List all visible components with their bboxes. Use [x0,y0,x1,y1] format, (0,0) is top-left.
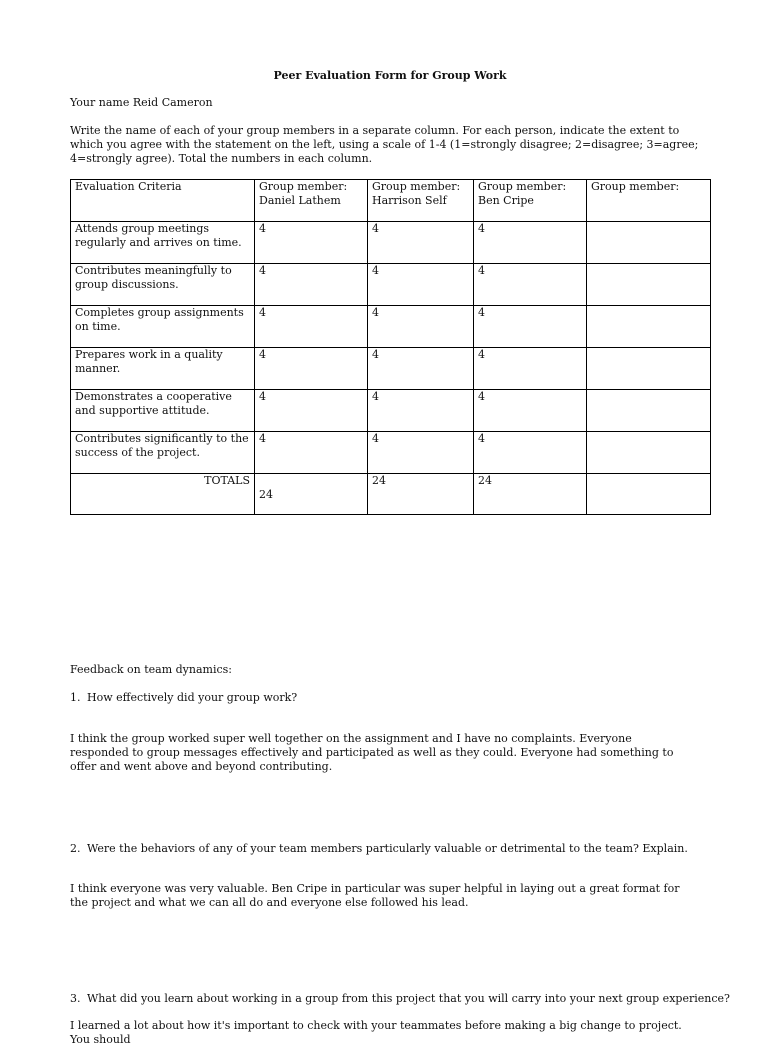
table-row [71,432,711,474]
evaluation-table [70,179,711,515]
score-cell: 4 [255,222,368,264]
feedback-heading: Feedback on team dynamics: [70,663,232,676]
score-cell [587,432,711,474]
member-header [474,180,587,222]
criterion-cell: Attends group meetings regularly and arrives on time. [71,222,255,264]
table-header-row [71,180,711,222]
criteria-header: Evaluation Criteria [71,180,255,222]
score-cell: 4 [368,348,474,390]
score-cell: 4 [255,348,368,390]
question-text: What did you learn about working in a group from this project that you will carry into your next group experience? [87,992,730,1005]
score-cell: 4 [368,432,474,474]
total-cell: 24 [368,474,474,515]
member-name: Ben Cripe [478,194,534,207]
question-text: How effectively did your group work? [87,691,298,704]
answer-2: I think everyone was very valuable. Ben Cripe in particular was super helpful in laying out a great format for the project and what we can all do and everyone else followed his lead. [70,882,680,909]
score-cell: 4 [474,222,587,264]
question-number: 2. [70,842,81,855]
question-1 [70,691,297,705]
member-header [368,180,474,222]
score-cell [587,348,711,390]
table-row [71,348,711,390]
score-cell: 4 [474,264,587,306]
question-3 [70,992,730,1006]
instructions-paragraph: Write the name of each of your group members in a separate column. For each person, indicate the extent to which you agree with the statement on the left, using a scale of 1-4 (1=strongly disagree; 2=disagree; 3=agree; 4=strongly agree). Total the numbers in each column. [70,124,699,165]
total-cell [587,474,711,515]
score-cell: 4 [474,390,587,432]
question-number: 3. [70,992,81,1005]
criterion-cell: Completes group assignments on time. [71,306,255,348]
score-cell: 4 [474,306,587,348]
member-label: Group member: [478,180,567,193]
score-cell [587,390,711,432]
table-row [71,222,711,264]
total-cell: 24 [474,474,587,515]
member-name: Daniel Lathem [259,194,341,207]
criterion-cell: Contributes meaningfully to group discussions. [71,264,255,306]
question-number: 1. [70,691,81,704]
score-cell [587,222,711,264]
score-cell: 4 [474,348,587,390]
member-header [587,180,711,222]
score-cell: 4 [474,432,587,474]
criterion-cell: Contributes significantly to the success of the project. [71,432,255,474]
table-row [71,390,711,432]
table-row [71,264,711,306]
table-row [71,306,711,348]
score-cell: 4 [255,390,368,432]
question-2 [70,842,688,856]
score-cell: 4 [255,306,368,348]
member-name: Harrison Self [372,194,447,207]
score-cell: 4 [368,306,474,348]
score-cell: 4 [255,264,368,306]
answer-1: I think the group worked super well together on the assignment and I have no complaints. Everyone responded to group messages effectively and participated as well as they could. Everyone had something to offer and went above and beyond contributing. [70,732,674,773]
member-label: Group member: [259,180,348,193]
score-cell: 4 [368,390,474,432]
score-cell: 4 [368,222,474,264]
score-cell [587,264,711,306]
totals-label: TOTALS [71,474,255,515]
member-label: Group member: [591,180,680,193]
totals-row [71,474,711,515]
member-header [255,180,368,222]
answer-3: I learned a lot about how it's important to check with your teammates before making a big change to project. You should [70,1019,682,1046]
score-cell: 4 [255,432,368,474]
score-cell [587,306,711,348]
score-cell: 4 [368,264,474,306]
page-title: Peer Evaluation Form for Group Work [273,69,507,82]
your-name-line: Your name Reid Cameron [70,96,213,109]
member-label: Group member: [372,180,461,193]
criterion-cell: Demonstrates a cooperative and supportive attitude. [71,390,255,432]
total-cell: 24 [255,474,368,515]
criterion-cell: Prepares work in a quality manner. [71,348,255,390]
question-text: Were the behaviors of any of your team members particularly valuable or detrimental to the team? Explain. [87,842,688,855]
